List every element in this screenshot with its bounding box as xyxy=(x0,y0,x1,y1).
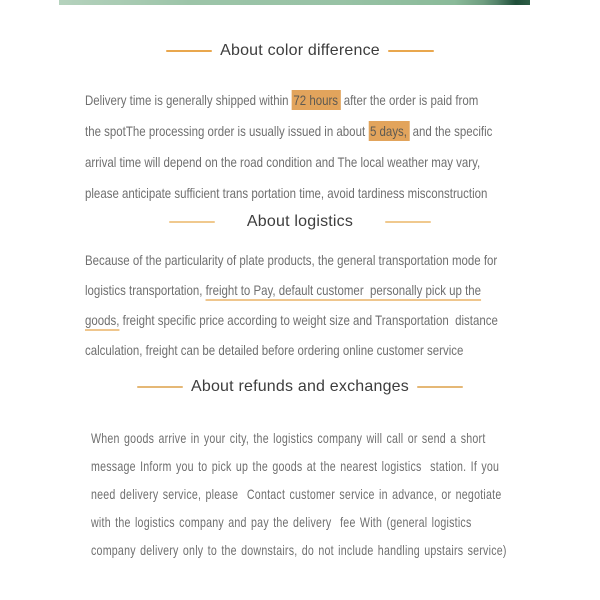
text: Because of the particularity of plate products, the general transportation mode for xyxy=(85,252,498,268)
text: the spotThe processing order is usually issued in about xyxy=(85,123,369,139)
text-line xyxy=(85,275,498,305)
text-line xyxy=(85,305,498,335)
text: Delivery time is generally shipped within xyxy=(85,92,292,108)
text-line xyxy=(85,178,492,209)
text: arrival time will depend on the road condition and The local weather may vary, xyxy=(85,154,481,170)
heading-rule-left xyxy=(166,50,212,52)
section-heading-logistics xyxy=(0,211,600,233)
highlighted-text: 5 days, xyxy=(368,121,409,141)
highlighted-text: 72 hours xyxy=(292,90,341,110)
text: company delivery only to the downstairs, do not include handling upstairs service) xyxy=(91,542,507,558)
heading-text: About logistics xyxy=(246,213,354,230)
paragraph-refunds xyxy=(91,424,507,564)
text-line xyxy=(85,116,492,147)
text: with the logistics company and pay the delivery fee With (general logistics xyxy=(91,514,472,530)
text-line xyxy=(91,536,507,564)
section-heading-refunds-exchanges xyxy=(0,376,600,398)
text-line xyxy=(91,480,507,508)
paragraph-logistics xyxy=(85,245,498,365)
product-photo-bottom-edge xyxy=(59,0,530,5)
underlined-text: freight to Pay, default customer personally pick up the xyxy=(206,282,481,301)
text-line xyxy=(91,452,507,480)
heading-rule-right xyxy=(417,386,463,388)
text: after the order is paid from xyxy=(340,92,479,108)
heading-rule-right xyxy=(385,221,431,223)
text-line xyxy=(91,424,507,452)
section-heading-color-difference xyxy=(0,40,600,62)
text: message Inform you to pick up the goods at the nearest logistics station. If you xyxy=(91,458,500,474)
heading-rule-right xyxy=(388,50,434,52)
heading-text: About refunds and exchanges xyxy=(190,378,409,395)
text: freight specific price according to weight size and Transportation distance xyxy=(119,312,498,328)
heading-rule-left xyxy=(137,386,183,388)
text-line xyxy=(85,335,498,365)
text-line xyxy=(85,147,492,178)
text: logistics transportation, xyxy=(85,282,206,298)
text-line xyxy=(85,245,498,275)
text-line xyxy=(85,85,492,116)
underlined-text: goods, xyxy=(85,312,119,331)
text: calculation, freight can be detailed before ordering online customer service xyxy=(85,342,464,358)
heading-rule-left xyxy=(169,221,215,223)
text: When goods arrive in your city, the logistics company will call or send a short xyxy=(91,430,486,446)
text: and the specific xyxy=(409,123,493,139)
heading-text: About color difference xyxy=(220,42,380,59)
paragraph-delivery-time xyxy=(85,85,492,209)
text: need delivery service, please Contact customer service in advance, or negotiate xyxy=(91,486,502,502)
text-line xyxy=(91,508,507,536)
text: please anticipate sufficient trans portation time, avoid tardiness misconstruction xyxy=(85,185,488,201)
